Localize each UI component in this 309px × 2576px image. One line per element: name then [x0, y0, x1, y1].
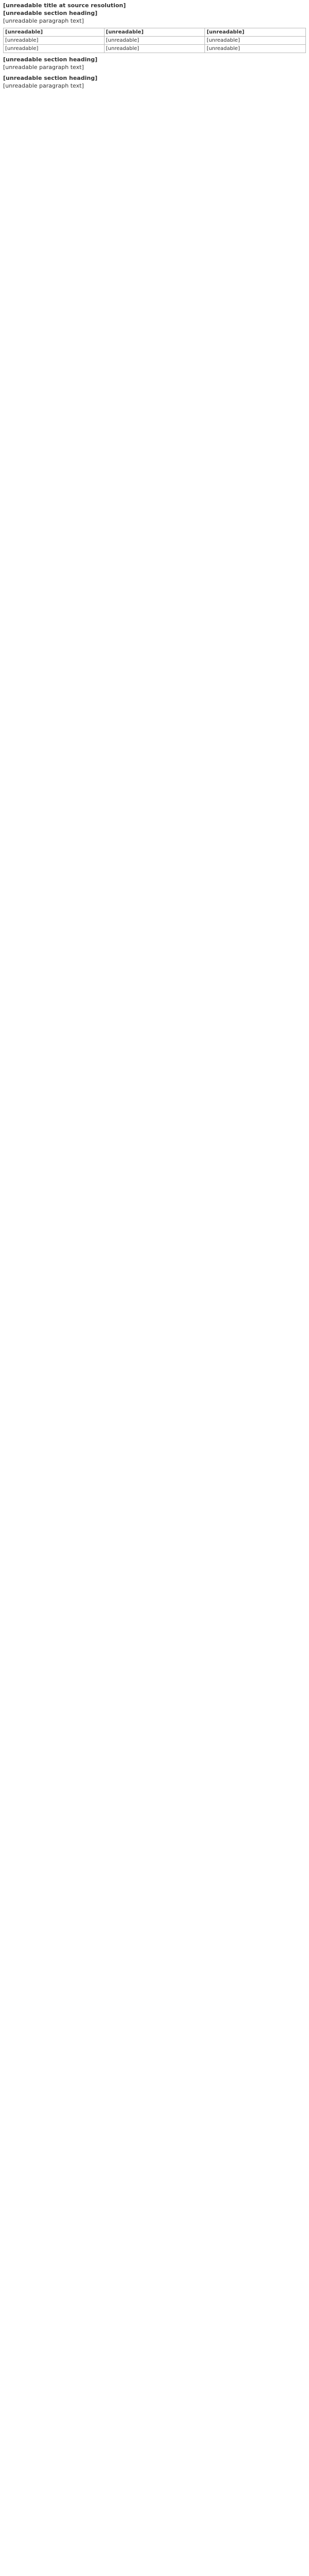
- document-body: [0, 0, 309, 95]
- table-cell: [unreadable]: [104, 37, 205, 45]
- table-row: [4, 45, 306, 53]
- section-heading: [unreadable section heading]: [3, 74, 98, 81]
- table-header-cell: [unreadable]: [4, 28, 105, 37]
- section-paragraph: [unreadable paragraph text]: [3, 18, 84, 24]
- section-heading: [unreadable section heading]: [3, 56, 98, 63]
- table-header-cell: [unreadable]: [205, 28, 306, 37]
- document-title: [unreadable title at source resolution]: [3, 2, 126, 9]
- section-paragraph: [unreadable paragraph text]: [3, 82, 84, 89]
- table-header-cell: [unreadable]: [104, 28, 205, 37]
- table-header-row: [4, 28, 306, 37]
- section-heading: [unreadable section heading]: [3, 10, 98, 16]
- section: [3, 75, 306, 90]
- data-table: [3, 28, 306, 53]
- section-paragraph: [unreadable paragraph text]: [3, 64, 84, 71]
- table-cell: [unreadable]: [4, 37, 105, 45]
- table-cell: [unreadable]: [205, 45, 306, 53]
- section: [3, 56, 306, 71]
- table-cell: [unreadable]: [4, 45, 105, 53]
- section: [3, 10, 306, 25]
- table-row: [4, 37, 306, 45]
- table-cell: [unreadable]: [205, 37, 306, 45]
- table-cell: [unreadable]: [104, 45, 205, 53]
